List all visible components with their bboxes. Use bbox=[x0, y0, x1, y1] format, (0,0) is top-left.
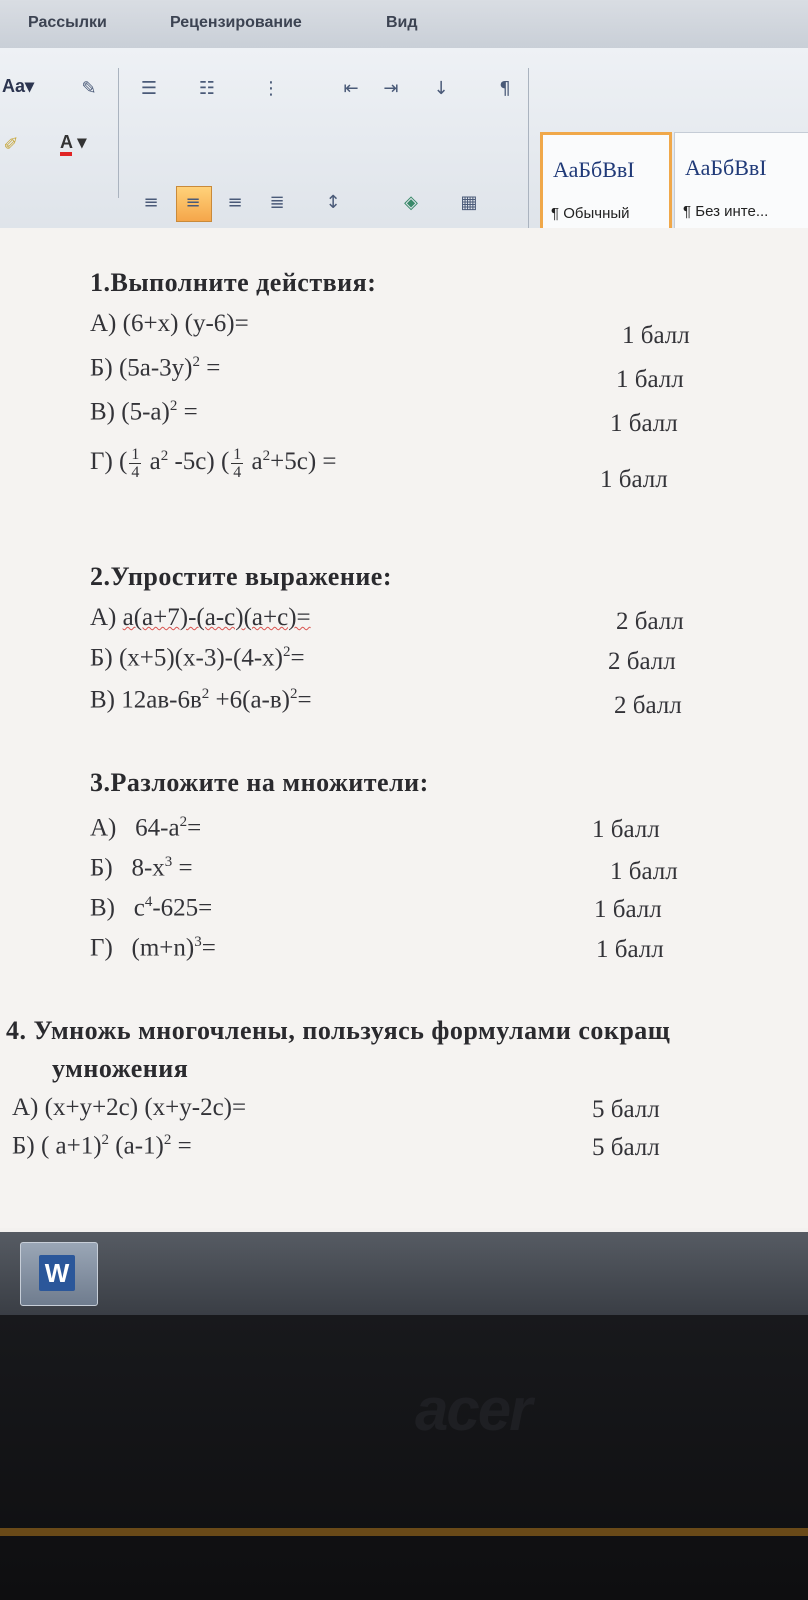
line-spacing-icon[interactable]: ↕ bbox=[325, 192, 341, 213]
task-item: Г) $(m+n)^3=$ bbox=[90, 934, 216, 962]
points: 1 балл bbox=[616, 366, 684, 393]
laptop-brand-logo: acer bbox=[415, 1376, 531, 1443]
points: 2 балл bbox=[614, 692, 682, 719]
ribbon-tabs bbox=[0, 0, 808, 48]
divider bbox=[528, 68, 529, 228]
task-item: Б) $(5a-3y)^2$ = bbox=[90, 354, 221, 382]
style-no-spacing[interactable] bbox=[674, 132, 808, 242]
numbering-icon[interactable]: ☷ bbox=[198, 78, 216, 99]
points: 1 балл bbox=[610, 858, 678, 885]
points: 1 балл bbox=[594, 896, 662, 923]
task-item: Б) $8-x^3$ = bbox=[90, 854, 193, 882]
multilevel-list-icon[interactable]: ⋮ bbox=[262, 78, 280, 99]
laptop-edge bbox=[0, 1528, 808, 1536]
word-taskbar-button[interactable] bbox=[20, 1242, 98, 1306]
task-item: В) $12ав-6в^2 +6(a-в)^2=$ bbox=[90, 686, 312, 714]
align-center-icon: ≡ bbox=[185, 192, 201, 213]
task-item: В) $(5-a)^2$ = bbox=[90, 398, 198, 426]
borders-icon[interactable]: ▦ bbox=[460, 192, 478, 213]
task-item: Г) ( $\frac{1}{4}$ $a^2$ -5c) ( $\frac{1}{4}$ $a^2+5c$) = bbox=[90, 446, 337, 481]
section-title: 3.Разложите на множители: bbox=[90, 768, 429, 797]
task-item: Б) $(x+5)(x-3)-(4-x)^2=$ bbox=[90, 644, 305, 672]
font-color-button[interactable]: A ▾ bbox=[60, 132, 86, 153]
justify-icon[interactable]: ≣ bbox=[269, 192, 285, 213]
taskbar bbox=[0, 1232, 808, 1315]
task-item: А) (x+y+2c) (x+y-2c)= bbox=[12, 1094, 247, 1121]
decrease-indent-icon[interactable]: ⇤ bbox=[343, 78, 359, 99]
points: 2 балл bbox=[608, 648, 676, 675]
highlight-icon[interactable]: ✐ bbox=[3, 134, 19, 155]
points: 1 балл bbox=[592, 816, 660, 843]
style-sample: АаБбВвI bbox=[553, 157, 635, 182]
increase-indent-icon[interactable]: ⇥ bbox=[383, 78, 399, 99]
tab-view[interactable]: Вид bbox=[386, 14, 418, 31]
style-name: ¶ Обычный bbox=[551, 205, 630, 222]
shading-icon[interactable]: ◈ bbox=[404, 192, 418, 213]
divider bbox=[118, 68, 119, 198]
show-marks-icon[interactable]: ¶ bbox=[499, 78, 511, 99]
tab-mailings[interactable]: Рассылки bbox=[28, 14, 107, 31]
laptop-bezel bbox=[0, 1315, 808, 1600]
ribbon bbox=[0, 48, 808, 230]
points: 1 балл bbox=[596, 936, 664, 963]
word-icon: W bbox=[39, 1255, 75, 1291]
points: 1 балл bbox=[600, 466, 668, 493]
section-title: 2.Упростите выражение: bbox=[90, 562, 393, 591]
sort-icon[interactable]: ↓ bbox=[433, 78, 449, 99]
style-name: ¶ Без инте... bbox=[683, 203, 769, 220]
style-sample: АаБбВвI bbox=[685, 155, 767, 180]
clear-format-icon[interactable]: ✎ bbox=[81, 78, 97, 99]
points: 5 балл bbox=[592, 1134, 660, 1161]
points: 1 балл bbox=[610, 410, 678, 437]
points: 1 балл bbox=[622, 322, 690, 349]
document-page[interactable] bbox=[0, 228, 808, 1228]
bullets-icon[interactable]: ☰ bbox=[140, 78, 158, 99]
section-title: 4. Умножь многочлены, пользуясь формулами сокращ bbox=[6, 1016, 671, 1045]
task-item: А) (6+x) (y-6)= bbox=[90, 310, 249, 337]
align-right-icon[interactable]: ≡ bbox=[227, 192, 243, 213]
section-title-continued: умножения bbox=[52, 1054, 189, 1083]
task-item: В) $c^4-625=$ bbox=[90, 894, 213, 922]
change-case-button[interactable]: Aa▾ bbox=[2, 76, 35, 96]
task-item: А) $64-a^2=$ bbox=[90, 814, 202, 842]
points: 5 балл bbox=[592, 1096, 660, 1123]
task-item: Б) ( a+1)$^2$ $(a-1)^2$ = bbox=[12, 1132, 192, 1160]
task-item: А) a(a+7)-(a-c)(a+c)= bbox=[90, 604, 311, 631]
points: 2 балл bbox=[616, 608, 684, 635]
section-title: 1.Выполните действия: bbox=[90, 268, 377, 297]
tab-review[interactable]: Рецензирование bbox=[170, 14, 302, 31]
align-left-icon[interactable]: ≡ bbox=[143, 192, 159, 213]
